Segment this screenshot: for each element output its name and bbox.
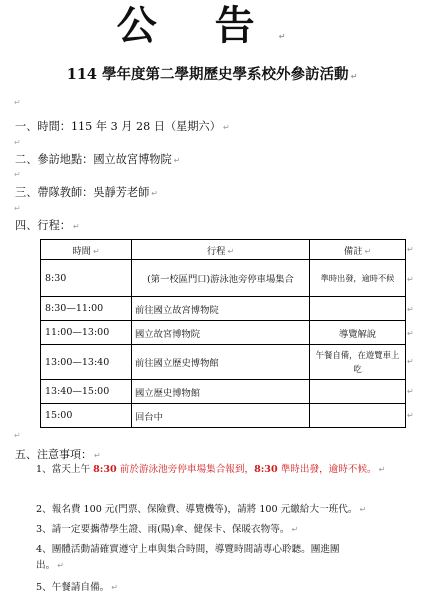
- note-5: 5、午餐請自備。 ↵: [36, 582, 118, 593]
- table-row: [41, 345, 406, 380]
- paragraph-mark: ↵: [14, 204, 21, 213]
- table-row: [41, 260, 406, 297]
- row-note: [310, 380, 406, 404]
- row-time: 8:30: [41, 260, 132, 297]
- row-time: 11:00—13:00: [41, 321, 132, 345]
- row-activity: 國立故宮博物院: [132, 321, 310, 345]
- paragraph-mark: ↵: [14, 170, 21, 179]
- row-activity: 回台中: [132, 404, 310, 428]
- row-activity: 前往國立故宮博物院: [132, 297, 310, 321]
- row-note: 導覽解說: [310, 321, 406, 345]
- announcement-heading: 公 告 ↵: [116, 3, 308, 49]
- table-row: [41, 297, 406, 321]
- row-note: 準時出發，逾時不候: [310, 260, 406, 297]
- event-subtitle: 114 學年度第二學期歷史學系校外參訪活動 ↵: [66, 66, 358, 83]
- paragraph-mark: ↵: [14, 98, 21, 107]
- paragraph-mark: ↵: [14, 138, 21, 147]
- note-1: 1、當天上午 8:30 前於游泳池旁停車場集合報到，8:30 準時出發，逾時不候。 ↵: [36, 464, 386, 475]
- table-row: [41, 380, 406, 404]
- item-teacher: 三、帶隊教師：吳靜芳老師 ↵: [15, 186, 158, 199]
- note-2: 2、報名費 100 元(門票、保險費、導覽機等)，請將 100 元繳給大一班代。 ↵: [36, 504, 367, 515]
- note-3: 3、請一定要攜帶學生證、雨(陽)傘、健保卡、保暖衣物等。 ↵: [36, 524, 299, 535]
- header-time: 時間 ↵: [41, 240, 132, 260]
- row-activity: (第一校區門口)游泳池旁停車場集合: [132, 260, 310, 297]
- paragraph-mark: ↵: [14, 431, 21, 440]
- row-time: 13:00—13:40: [41, 345, 132, 380]
- note-4: 4、團體活動請確實遵守上車與集合時間，導覽時間請專心聆聽。團進團 出。 ↵: [36, 544, 340, 571]
- row-note: [310, 404, 406, 428]
- note-1-text: 1、當天上午 8:30 前於游泳池旁停車場集合報到，8:30 準時出發，逾時不候。: [36, 464, 377, 475]
- row-activity: 前往國立歷史博物館: [132, 345, 310, 380]
- row-time: 15:00: [41, 404, 132, 428]
- item-schedule-label: 四、行程： ↵: [15, 219, 80, 232]
- schedule-header-row: [41, 240, 406, 260]
- row-end-mark: ↵: [407, 387, 414, 396]
- header-activity: 行程 ↵: [132, 240, 310, 260]
- row-end-mark: ↵: [407, 275, 414, 284]
- item-place: 二、參訪地點：國立故宮博物院 ↵: [15, 153, 181, 166]
- row-time: 8:30—11:00: [41, 297, 132, 321]
- notes-title: 五、注意事項： ↵: [15, 448, 101, 461]
- row-end-mark: ↵: [407, 305, 414, 314]
- schedule-table: [40, 239, 406, 428]
- row-end-mark: ↵: [407, 245, 414, 254]
- row-note: 午餐自備，在遊覽車上吃: [310, 345, 406, 380]
- row-end-mark: ↵: [407, 357, 414, 366]
- row-end-mark: ↵: [407, 329, 414, 338]
- table-row: [41, 321, 406, 345]
- row-end-mark: ↵: [407, 411, 414, 420]
- table-row: [41, 404, 406, 428]
- row-time: 13:40—15:00: [41, 380, 132, 404]
- row-note: [310, 297, 406, 321]
- header-note: 備註 ↵: [310, 240, 406, 260]
- row-activity: 國立歷史博物館: [132, 380, 310, 404]
- item-date: 一、時間：115 年 3 月 28 日（星期六） ↵: [15, 120, 230, 133]
